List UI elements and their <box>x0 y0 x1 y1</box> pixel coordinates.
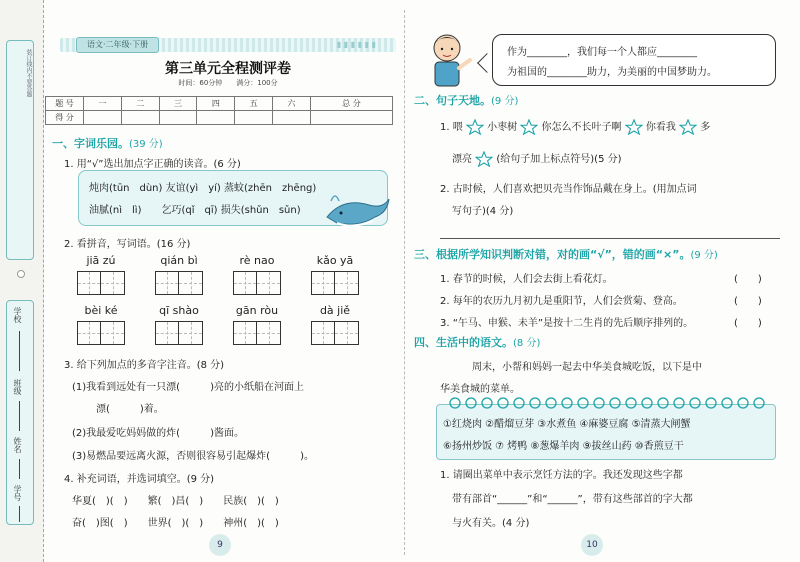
q2-1-text-e: 多 <box>700 122 711 133</box>
page-title: 第三单元全程测评卷 <box>165 61 291 77</box>
writing-cell[interactable] <box>233 321 257 345</box>
pinyin-label: jiā zú <box>86 254 116 267</box>
pinyin-label: qián bì <box>160 254 198 267</box>
tf-answer-1[interactable]: ( ) <box>734 274 762 285</box>
q2-1-text-a: 1. 喂 <box>440 122 463 133</box>
pinyin-choice-box <box>78 170 388 226</box>
q2-2-answer-line[interactable] <box>440 238 780 239</box>
q1-3-item-1b[interactable]: 漂( )着。 <box>96 404 164 415</box>
score-cell[interactable] <box>273 111 311 125</box>
score-value-row <box>46 111 393 125</box>
page-divider <box>404 10 405 555</box>
pinyin-label: qī shào <box>159 304 199 317</box>
star-blank-icon[interactable] <box>679 119 697 135</box>
whale-icon <box>323 183 393 233</box>
score-cell[interactable] <box>310 111 392 125</box>
q2-2-line-1: 2. 古时候，人们喜欢把贝壳当作饰品戴在身上。(用加点词 <box>440 184 697 195</box>
s4-q1-line-3: 与火有关。(4 分) <box>452 518 530 529</box>
q1-3-prompt: 3. 给下列加点的多音字注音。(8 分) <box>64 360 225 371</box>
right-page <box>412 0 792 562</box>
score-header-cell: 四 <box>197 97 235 111</box>
s4-q1-line-1: 1. 请圈出菜单中表示烹饪方法的字。我还发现这些字都 <box>440 470 683 481</box>
score-header-cell: 一 <box>84 97 122 111</box>
star-blank-icon[interactable] <box>520 119 538 135</box>
section2-title: 二、句子天地。 <box>414 94 491 107</box>
q1-3-item-2[interactable]: (2)我最爱吃妈妈做的炸( )酱面。 <box>72 428 244 439</box>
pinyin-label: gān ròu <box>235 304 279 317</box>
pinyin-word-4[interactable] <box>300 254 370 295</box>
writing-cell[interactable] <box>233 271 257 295</box>
name-label: 姓名 <box>13 437 22 453</box>
page-number-right: 10 <box>581 534 603 556</box>
student-info-panel <box>6 300 34 525</box>
ribbon-pattern: ▮ ▮ ▮ ▮ ▮ ▮ <box>336 40 376 49</box>
score-table <box>45 96 393 125</box>
star-blank-icon[interactable] <box>625 119 643 135</box>
q2-2-line-2: 写句子)(4 分) <box>452 206 514 217</box>
score-cell[interactable] <box>159 111 197 125</box>
score-header-cell: 题 号 <box>46 97 84 111</box>
score-cell[interactable] <box>235 111 273 125</box>
q2-1-text-g: (给句子加上标点符号)(5 分) <box>496 154 622 165</box>
pinyin-word-3[interactable] <box>222 254 292 295</box>
writing-cell[interactable] <box>257 271 281 295</box>
school-line[interactable] <box>19 331 20 371</box>
punch-hole-icon <box>17 270 25 278</box>
exam-meta: 时间：60分钟 满分：100分 <box>178 79 278 87</box>
writing-cell[interactable] <box>101 271 125 295</box>
q2-1-line-1[interactable] <box>440 118 710 135</box>
score-cell[interactable] <box>84 111 122 125</box>
pinyin-label: dà jiě <box>319 304 351 317</box>
score-header-cell: 二 <box>121 97 159 111</box>
section3-points: (9 分) <box>690 250 718 261</box>
writing-cell[interactable] <box>179 271 203 295</box>
writing-cell[interactable] <box>101 321 125 345</box>
q2-1-text-b: 小枣树 <box>487 122 518 133</box>
pinyin-row-1[interactable]: 炖肉(tūn dùn) 友谊(yì yí) 蒸蚊(zhēn zhēng) <box>89 183 317 194</box>
school-label: 学校 <box>13 307 22 323</box>
score-header-cell: 五 <box>235 97 273 111</box>
header-ribbon <box>60 38 396 52</box>
pinyin-row-2[interactable]: 油腻(nì lì) 乞巧(qǐ qī) 损失(shǔn sǔn) <box>89 205 301 216</box>
writing-cell[interactable] <box>155 321 179 345</box>
score-header-cell: 总 分 <box>310 97 392 111</box>
writing-cell[interactable] <box>155 271 179 295</box>
q2-1-text-c: 你怎么不长叶子啊 <box>541 122 622 133</box>
q1-2-prompt: 2. 看拼音，写词语。(16 分) <box>64 239 191 250</box>
section1-heading <box>52 135 163 151</box>
section2-points: (9 分) <box>491 96 519 107</box>
binding-notice-panel <box>6 40 34 260</box>
pinyin-label: kǎo yā <box>316 254 354 267</box>
boy-illustration-icon <box>422 30 472 90</box>
s4-q1-line-2[interactable]: 带有部首“______”和“______”，带有这些部首的字大都 <box>452 494 693 505</box>
tf-answer-2[interactable]: ( ) <box>734 296 762 307</box>
writing-cell[interactable] <box>77 321 101 345</box>
pinyin-word-6[interactable] <box>144 304 214 345</box>
name-line[interactable] <box>19 459 20 479</box>
speech-bubble <box>492 34 776 86</box>
score-header-cell: 三 <box>159 97 197 111</box>
grade-tag: 语文·二年级·下册 <box>76 37 159 53</box>
section4-points: (8 分) <box>513 338 541 349</box>
pinyin-word-2[interactable] <box>144 254 214 295</box>
writing-cell[interactable] <box>257 321 281 345</box>
menu-row-1[interactable]: ①红烧肉 ②醋熘豆芽 ③水煮鱼 ④麻婆豆腐 ⑤清蒸大闸蟹 <box>443 419 691 430</box>
section3-title: 三、根据所学知识判断对错，对的画“√”，错的画“×”。 <box>414 248 691 261</box>
writing-cell[interactable] <box>179 321 203 345</box>
tf-item-1: 1. 春节的时候，人们会去街上看花灯。 <box>440 274 613 285</box>
star-blank-icon[interactable] <box>475 151 493 167</box>
writing-cell[interactable] <box>335 271 359 295</box>
score-header-cell: 六 <box>273 97 311 111</box>
s4-intro-2: 华美食城的菜单。 <box>440 384 520 395</box>
tf-item-3: 3. “午马、申猴、未羊”是按十二生肖的先后顺序排列的。 <box>440 318 694 329</box>
page-number-left: 9 <box>209 534 231 556</box>
q1-3-item-1a[interactable]: (1)我看到远处有一只漂( )亮的小纸船在河面上 <box>72 382 304 393</box>
q1-1-prompt: 1. 用“√”选出加点字正确的读音。(6 分) <box>64 159 241 170</box>
star-blank-icon[interactable] <box>466 119 484 135</box>
speech-line-1[interactable]: 作为________，我们每一个人都应________ <box>507 47 697 58</box>
class-label: 班级 <box>13 379 22 395</box>
score-header-row <box>46 97 393 111</box>
class-line[interactable] <box>19 401 20 431</box>
q1-4-prompt: 4. 补充词语，并选词填空。(9 分) <box>64 474 215 485</box>
section3-heading <box>414 246 718 262</box>
q2-1-text-d: 你看我 <box>645 122 676 133</box>
writing-cell[interactable] <box>311 321 335 345</box>
pinyin-word-8[interactable] <box>300 304 370 345</box>
q1-4-row-1[interactable]: 华夏( )( ) 繁( )昌( ) 民族( )( ) <box>72 496 279 507</box>
id-line[interactable] <box>19 506 20 522</box>
menu-row-2[interactable]: ⑥扬州炒饭 ⑦ 烤鸭 ⑧葱爆羊肉 ⑨拔丝山药 ⑩香煎豆干 <box>443 441 684 452</box>
section4-title: 四、生活中的语文。 <box>414 336 513 349</box>
score-row-label: 得 分 <box>46 111 84 125</box>
pinyin-word-1[interactable] <box>66 254 136 295</box>
pinyin-word-5[interactable] <box>66 304 136 345</box>
s4-intro-1: 周末，小帮和妈妈一起去中华美食城吃饭，以下是中 <box>472 362 702 373</box>
binding-notice: 装订线内不要答题 <box>25 49 32 97</box>
section1-title: 一、字词乐园。 <box>52 137 129 150</box>
menu-panel <box>436 404 776 460</box>
q1-3-item-3[interactable]: (3)易燃品要远离火源，否则很容易引起爆炸( )。 <box>72 451 314 462</box>
pinyin-label: rè nao <box>239 254 275 267</box>
id-label: 学号 <box>13 485 22 501</box>
binding-strip <box>0 0 44 562</box>
q2-1-text-f: 漂亮 <box>452 154 472 165</box>
q1-4-row-2[interactable]: 奋( )图( ) 世界( )( ) 神州( )( ) <box>72 518 279 529</box>
section2-heading <box>414 92 518 108</box>
tf-answer-3[interactable]: ( ) <box>734 318 762 329</box>
writing-cell[interactable] <box>77 271 101 295</box>
tf-item-2: 2. 每年的农历九月初九是重阳节，人们会赏菊、登高。 <box>440 296 683 307</box>
writing-cell[interactable] <box>311 271 335 295</box>
score-cell[interactable] <box>197 111 235 125</box>
section4-heading <box>414 334 540 350</box>
section1-points: (39 分) <box>129 139 163 150</box>
speech-line-2[interactable]: 为祖国的________助力，为美丽的中国梦助力。 <box>507 67 717 78</box>
spiral-binding-icon <box>447 396 767 410</box>
score-cell[interactable] <box>121 111 159 125</box>
pinyin-word-7[interactable] <box>222 304 292 345</box>
q2-1-line-2[interactable] <box>452 150 622 167</box>
pinyin-label: bèi ké <box>84 304 118 317</box>
writing-cell[interactable] <box>335 321 359 345</box>
